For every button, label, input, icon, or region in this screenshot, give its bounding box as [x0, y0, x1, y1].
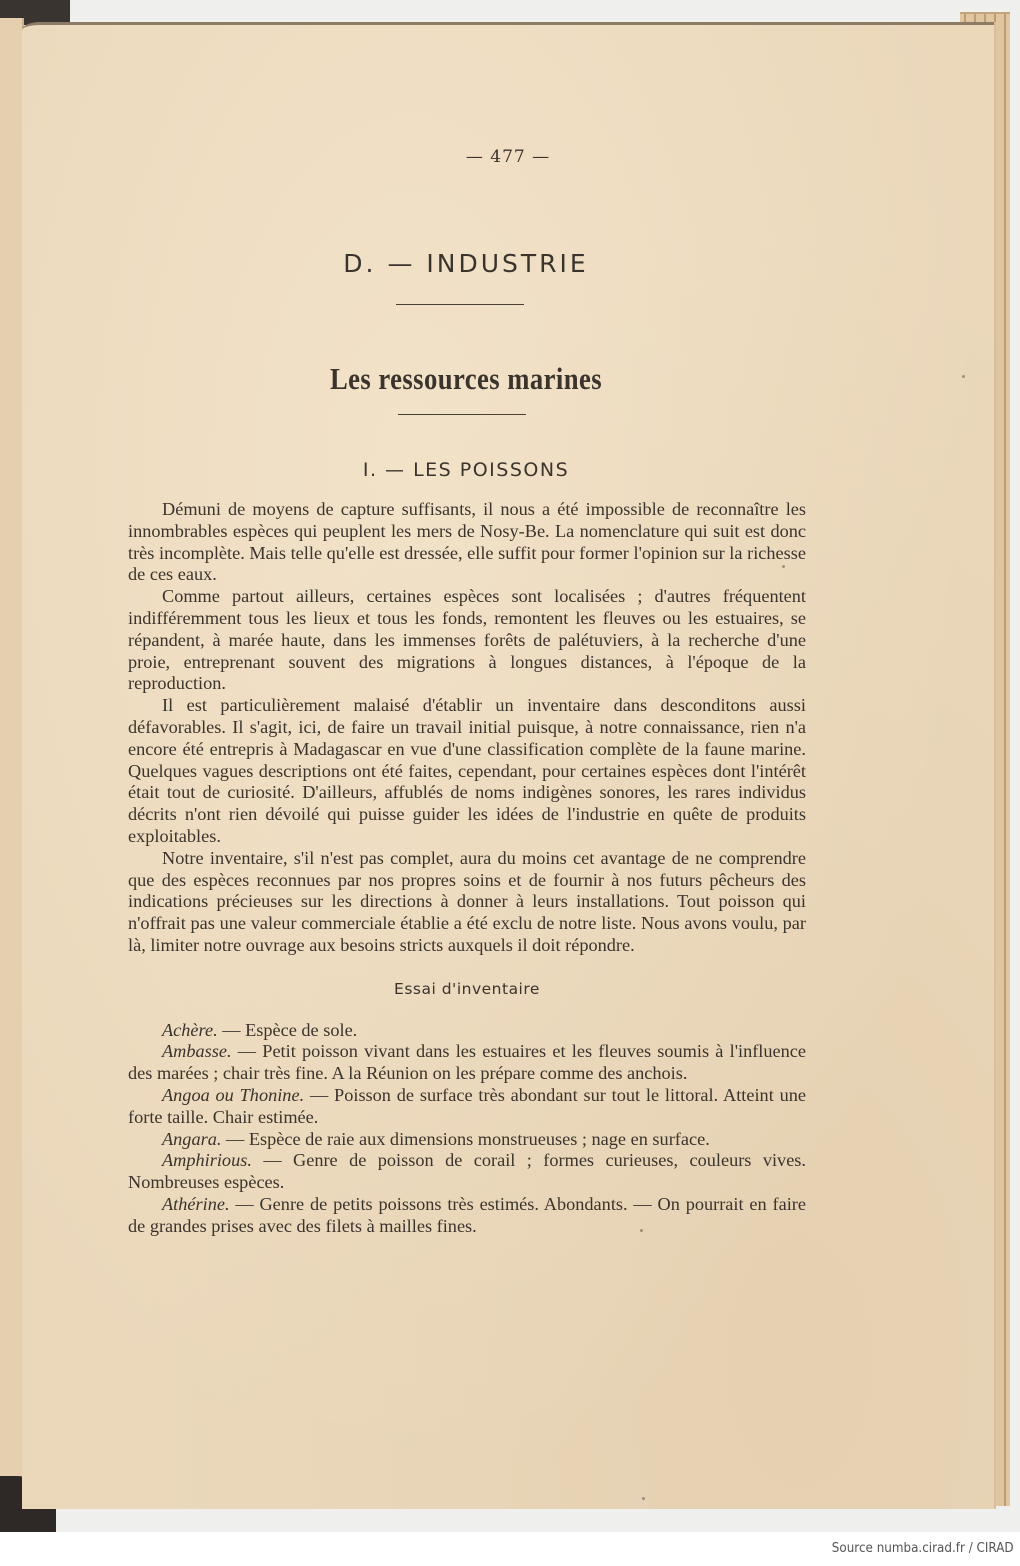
section-title: D. — INDUSTRIE: [343, 249, 589, 278]
paragraph: Démuni de moyens de capture suffisants, il nous a été impossible de reconnaître les innombrables espèces qui peuplent les mers de Nosy-Be. La nomenclature qui suit est donc très incomplète. Mais telle qu'elle est dressée, elle suffit pour former l'opinion sur la richesse de ces eaux.: [128, 499, 806, 585]
body-text: [128, 499, 806, 1238]
inventory-entry: [128, 1085, 806, 1129]
inventory-entry: [128, 1020, 806, 1042]
species-name: Athérine.: [162, 1193, 230, 1214]
species-name: Amphirious.: [162, 1150, 252, 1171]
source-credit: Source numba.cirad.fr / CIRAD: [832, 1541, 1014, 1556]
inventory-heading: Essai d'inventaire: [394, 979, 540, 998]
page-number: — 477 —: [465, 147, 551, 167]
species-description: — Genre de petits poissons très estimés. Abondants. — On pourrait en faire de grandes prises avec des filets à mailles fines.: [128, 1193, 806, 1236]
species-description: — Espèce de raie aux dimensions monstrueuses ; nage en surface.: [221, 1128, 710, 1149]
species-name: Angoa ou Thonine.: [162, 1084, 305, 1105]
chapter-divider: [398, 414, 526, 415]
paper-speck: [640, 1229, 643, 1232]
subsection-title: I. — LES POISSONS: [362, 459, 570, 481]
paper-speck: [962, 375, 965, 378]
inventory-entry: [128, 1194, 806, 1238]
left-page-edge: [0, 18, 24, 1478]
chapter-title: Les ressources marines: [329, 361, 603, 396]
species-name: Achère.: [162, 1019, 218, 1040]
paragraph: Notre inventaire, s'il n'est pas complet, aura du moins cet avantage de ne comprendre que des espèces reconnues par nos propres soins et de fournir à nos futurs pêcheurs des indications précieuses sur les directions à donner à leurs installations. Tout poisson qui n'offrait pas une valeur commerciale établie a été exclu de notre liste. Nous avons voulu, par là, limiter notre ouvrage aux besoins stricts auxquels il doit répondre.: [128, 847, 806, 955]
species-description: — Poisson de surface très abondant sur tout le littoral. Atteint une forte taille. Chair estimée.: [128, 1084, 806, 1127]
inventory-entry: [128, 1129, 806, 1151]
title-divider: [396, 304, 524, 305]
paper-speck: [782, 565, 785, 568]
species-description: — Genre de poisson de corail ; formes curieuses, couleurs vives. Nombreuses espèces.: [128, 1150, 806, 1193]
paragraph: Il est particulièrement malaisé d'établir un inventaire dans desconditons aussi défavorables. Il s'agit, ici, de faire un travail initial puisque, à notre connaissance, rien n'a encore été entrepris à Madagascar en vue d'une classification complète de la faune marine. Quelques vagues descriptions ont été faites, cependant, pour certaines espèces dont l'intérêt était tout de curiosité. D'ailleurs, affublés de noms indigènes sonores, les rares individus décrits n'ont rien dévoilé qui puisse guider les idées de l'industrie en quête de produits exploitables.: [128, 695, 806, 846]
inventory-entry: [128, 1150, 806, 1194]
species-description: — Petit poisson vivant dans les estuaires et les fleuves soumis à l'influence des marées ; chair très fine. A la Réunion on les prépare comme des anchois.: [128, 1041, 806, 1084]
species-name: Ambasse.: [162, 1041, 232, 1062]
book-page: [22, 22, 994, 1509]
paragraph: Comme partout ailleurs, certaines espèces sont localisées ; d'autres fréquentent indifféremment tous les lieux et tous les fonds, remontent les fleuves ou les estuaires, se répandent, à marée haute, dans les immenses forêts de palétuviers, à la recherche d'une proie, entreprenant souvent des migrations à longues distances, à l'époque de la reproduction.: [128, 586, 806, 694]
inventory-entry: [128, 1041, 806, 1085]
species-description: — Espèce de sole.: [217, 1019, 358, 1040]
species-name: Angara.: [162, 1128, 222, 1149]
paper-speck: [642, 1497, 645, 1500]
